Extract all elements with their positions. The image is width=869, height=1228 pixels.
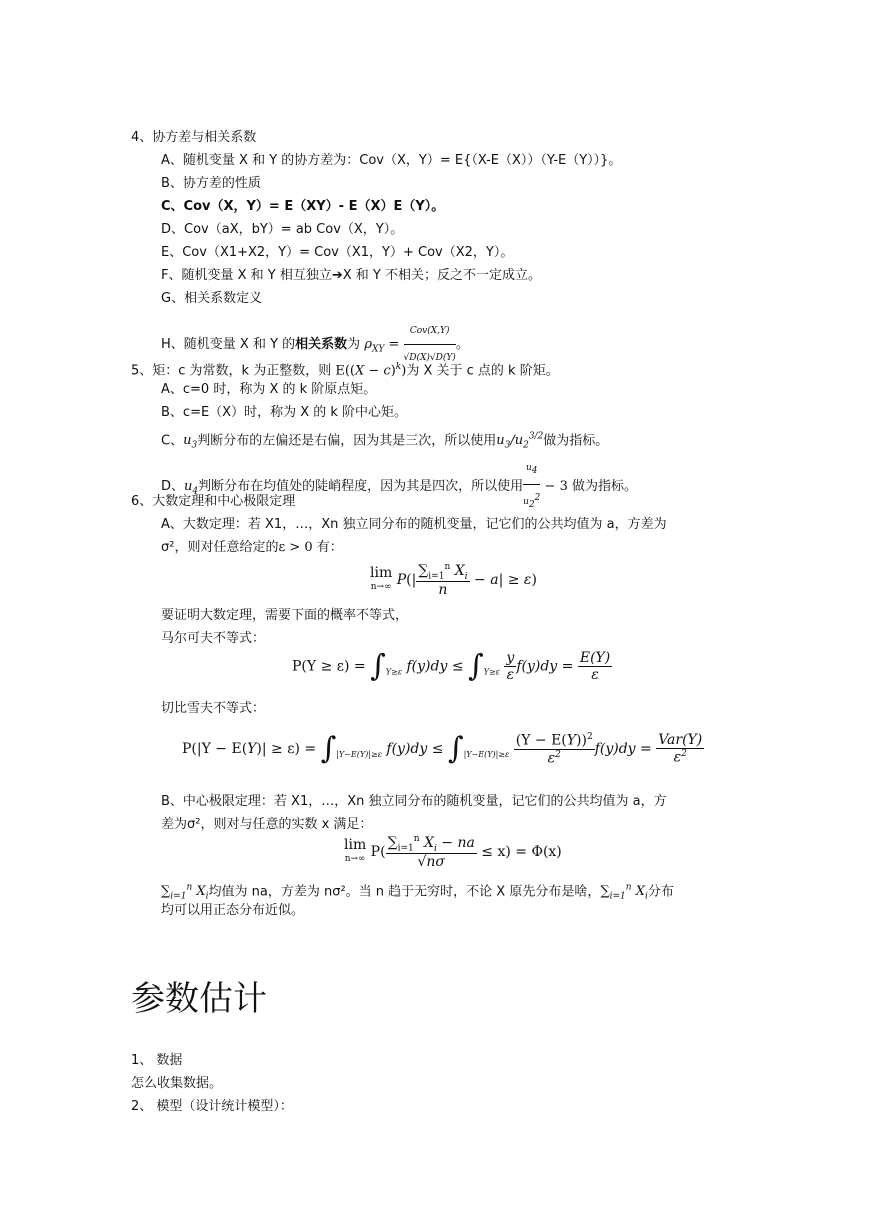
- correlation-formula: $\rho_{XY}$ = $\frac{\text{Cov(X,Y)}}{√D(X)√D(Y)}$: [364, 337, 455, 352]
- central-limit-formula: lim n→∞ P( $\frac{\sum_{i=1}^n X_i - na}{√n\sigma}$ ≤ x) = Φ(x): [344, 834, 562, 871]
- section-heading: 参数估计: [131, 979, 267, 1019]
- s6-item-a-line1: A、大数定理：若 X1，…，Xn 独立同分布的随机变量，记它们的公共均值为 a，方差为: [161, 517, 667, 532]
- s4-item-h: H、随机变量 X 和 Y 的相关系数为 $\rho_{XY}$ = $\frac{\text{Cov(X,Y)}}{√D(X)√D(Y)}$ 。: [161, 318, 469, 371]
- s5-item-b: B、c=E（X）时，称为 X 的 k 阶中心矩。: [161, 405, 408, 420]
- chebyshev-inequality-formula: $P(|Y - E(Y)| \ge \varepsilon) = \int_{|Y-E(Y)|\ge\varepsilon}$ $f(y)dy \le \int_{|Y-E(Y)|\ge\varepsilon}$ $\frac{(Y - E(Y))^2}{\varepsilon^2}$ f(y)dy = $\frac{\text{Var(Y)}}{\varepsilon^2}$: [182, 731, 703, 767]
- s6-item-a-line2: σ²，则对任意给定的ε > 0 有：: [161, 540, 343, 555]
- s5-item-d: D、$u_4$判断分布在均值处的陡峭程度，因为其是四次，所以使用 $\frac{u_4}{u_2^2}$ − 3 做为指标。: [161, 455, 637, 518]
- s5-item-c: C、$u_3$判断分布的左偏还是右偏，因为其是三次，所以使用$u_3/u_2^{3/2}$做为指标。: [161, 432, 609, 451]
- list-item-1-sub: 怎么收集数据。: [131, 1076, 223, 1091]
- section-4-title: 4、协方差与相关系数: [131, 130, 257, 145]
- s6-item-b-line1: B、中心极限定理：若 X1，…，Xn 独立同分布的随机变量，记它们的公共均值为 a，方: [161, 794, 667, 809]
- law-of-large-numbers-formula: lim n→∞ P(| $\frac{\sum_{i=1}^n X_i}{n}$ − a| ≥ ε): [370, 562, 537, 599]
- proof-note: 要证明大数定理，需要下面的概率不等式，: [161, 608, 409, 623]
- s6-item-b-line2: 差为σ²，则对与任意的实数 x 满足：: [161, 817, 373, 832]
- section-6-title: 6、大数定理和中心极限定理: [131, 494, 296, 509]
- s4-item-f: F、随机变量 X 和 Y 相互独立➔X 和 Y 不相关；反之不一定成立。: [161, 268, 541, 283]
- s4-item-g: G、相关系数定义: [161, 291, 263, 306]
- list-item-2: 2、 模型（设计统计模型）：: [131, 1099, 293, 1114]
- s6-conclusion-line2: 均可以用正态分布近似。: [161, 903, 305, 918]
- s5-item-a: A、c=0 时，称为 X 的 k 阶原点矩。: [161, 382, 377, 397]
- list-item-1: 1、 数据: [131, 1053, 183, 1068]
- s4-item-b: B、协方差的性质: [161, 176, 261, 191]
- s6-conclusion-line1: $\sum_{i=1}^n$ $X_i$均值为 na，方差为 nσ²。当 n 趋于无穷时，不论 X 原先分布是啥，$\sum_{i=1}^n$ $X_i$分布: [161, 883, 674, 902]
- s4-item-d: D、Cov（aX，bY）= ab Cov（X，Y）。: [161, 222, 404, 237]
- s4-item-a: A、随机变量 X 和 Y 的协方差为：Cov（X，Y）= E{（X-E（X））（Y-E（Y））}。: [161, 153, 622, 168]
- markov-inequality-formula: $P(Y \ge \varepsilon) = \int_{Y\ge\varepsilon}$ $f(y)dy \le \int_{Y\ge\varepsilon}$ $\frac{y}{\varepsilon}$ f(y)dy = $\frac{E(Y)}{\varepsilon}$: [292, 648, 611, 684]
- section-5-title: 5、矩：c 为常数，k 为正整数，则 $E((X - c)^k)$为 X 关于 c 点的 k 阶矩。: [131, 362, 559, 379]
- markov-label: 马尔可夫不等式：: [161, 631, 266, 646]
- s4-item-e: E、Cov（X1+X2，Y）= Cov（X1，Y）+ Cov（X2，Y）。: [161, 245, 514, 260]
- chebyshev-label: 切比雪夫不等式：: [161, 701, 266, 716]
- s4-item-c: C、Cov（X，Y）= E（XY）- E（X）E（Y）。: [161, 199, 445, 214]
